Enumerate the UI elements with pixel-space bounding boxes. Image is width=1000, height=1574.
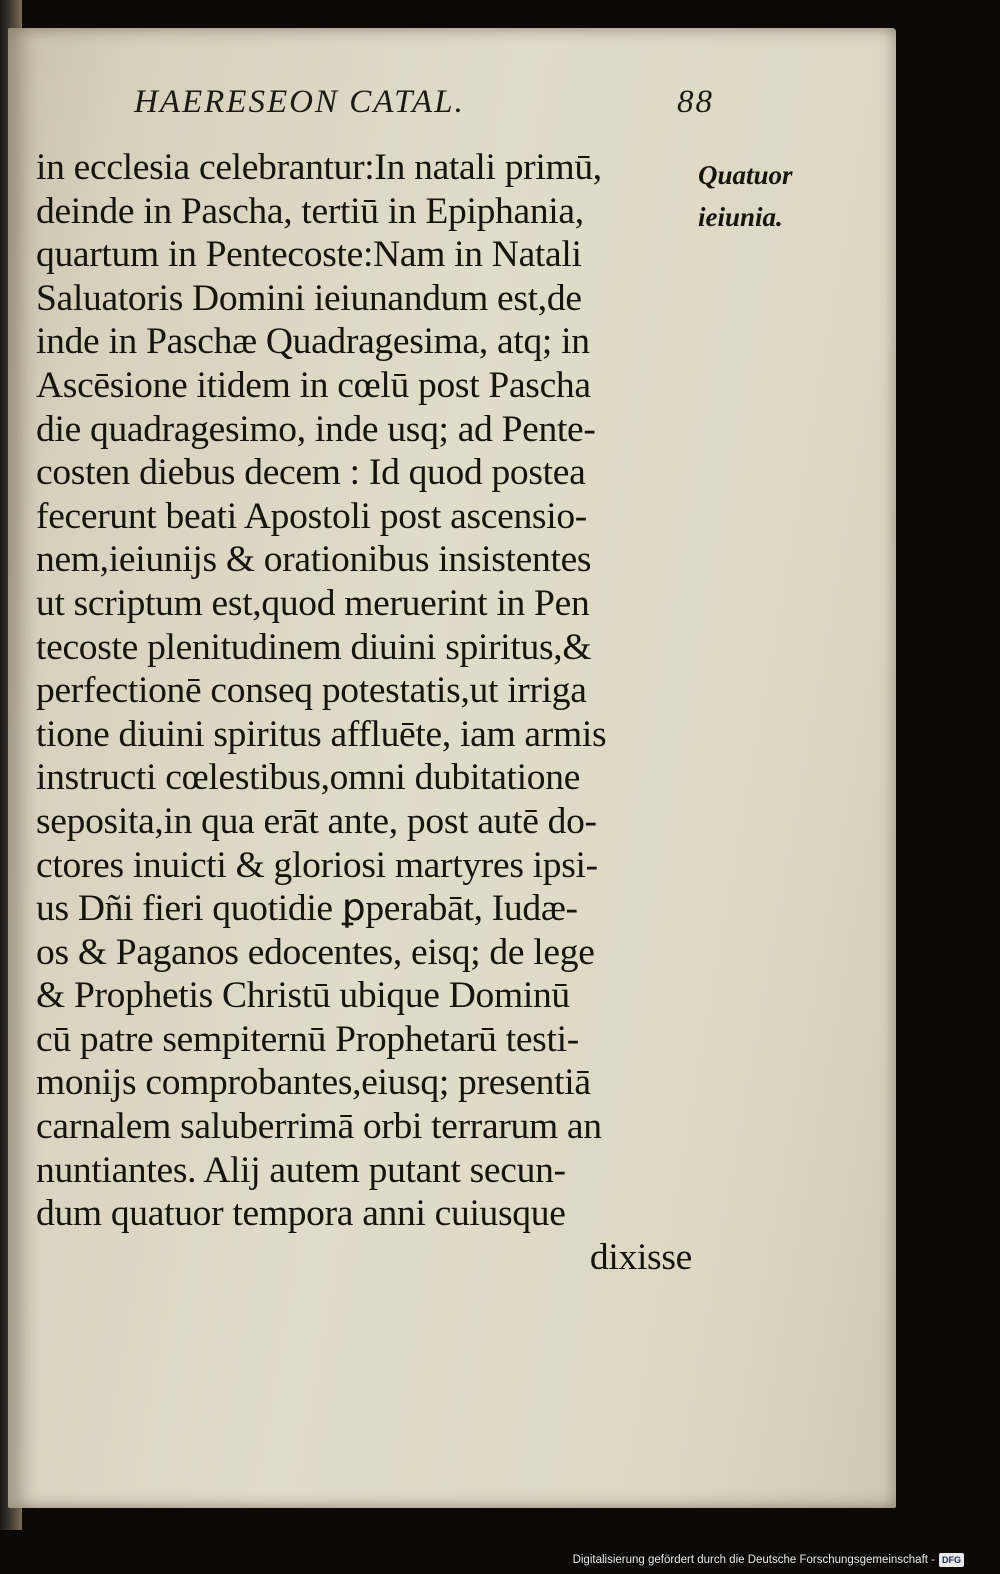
body-text <box>36 146 696 1279</box>
text-line: Ascēsione itidem in cœlū post Pascha <box>36 364 591 406</box>
text-line: ctores inuicti & gloriosi martyres ipsi- <box>36 844 598 886</box>
text-line: perfectionē conseq potestatis,ut irriga <box>36 670 587 712</box>
page-number: 88 <box>677 84 714 120</box>
text-line: monijs comprobantes,eiusq; presentiā <box>36 1062 591 1104</box>
text-line: & Prophetis Christū ubique Dominū <box>36 975 570 1017</box>
text-line: us Dñi fieri quotidie ꝑperabāt, Iudæ- <box>36 888 578 930</box>
text-line: ut scriptum est,quod meruerint in Pen <box>36 582 590 624</box>
text-line: cū patre sempiternū Prophetarū testi- <box>36 1018 579 1060</box>
text-line: inde in Paschæ Quadragesima, atq; in <box>36 321 590 363</box>
text-line: nem,ieiunijs & orationibus insistentes <box>36 539 592 581</box>
text-line: dum quatuor tempora anni cuiusque <box>36 1193 566 1235</box>
text-line: nuntiantes. Alij autem putant secun- <box>36 1149 566 1191</box>
marginal-note-line: Quatuor <box>698 160 793 190</box>
text-line: tecoste plenitudinem diuini spiritus,& <box>36 626 592 668</box>
book-page <box>8 28 896 1508</box>
text-line: tione diuini spiritus affluēte, iam armis <box>36 713 607 755</box>
text-line: die quadragesimo, inde usq; ad Pente- <box>36 408 596 450</box>
dfg-logo: DFG <box>939 1553 964 1567</box>
marginal-note <box>698 154 828 238</box>
text-line: Saluatoris Domini ieiunandum est,de <box>36 277 582 319</box>
catchword: dixisse <box>589 1236 692 1278</box>
text-line: carnalem saluberrimā orbi terrarum an <box>36 1106 602 1148</box>
digitization-credit <box>573 1552 964 1568</box>
text-line: fecerunt beati Apostoli post ascensio- <box>36 495 587 537</box>
running-title: HAERESEON CATAL. <box>134 84 465 120</box>
text-line: seposita,in qua erāt ante, post autē do- <box>36 800 597 842</box>
marginal-note-line: ieiunia. <box>698 202 783 232</box>
text-line: costen diebus decem : Id quod postea <box>36 452 586 494</box>
credit-text: Digitalisierung gefördert durch die Deutsche Forschungsgemeinschaft - <box>572 1554 935 1566</box>
text-line: os & Paganos edocentes, eisq; de lege <box>36 931 595 973</box>
running-head <box>134 84 714 128</box>
text-line: quartum in Pentecoste:Nam in Natali <box>36 234 582 276</box>
text-line: deinde in Pascha, tertiū in Epiphania, <box>36 190 584 232</box>
text-line: in ecclesia celebrantur:In natali primū, <box>36 147 602 188</box>
text-line: instructi cœlestibus,omni dubitatione <box>36 757 581 799</box>
